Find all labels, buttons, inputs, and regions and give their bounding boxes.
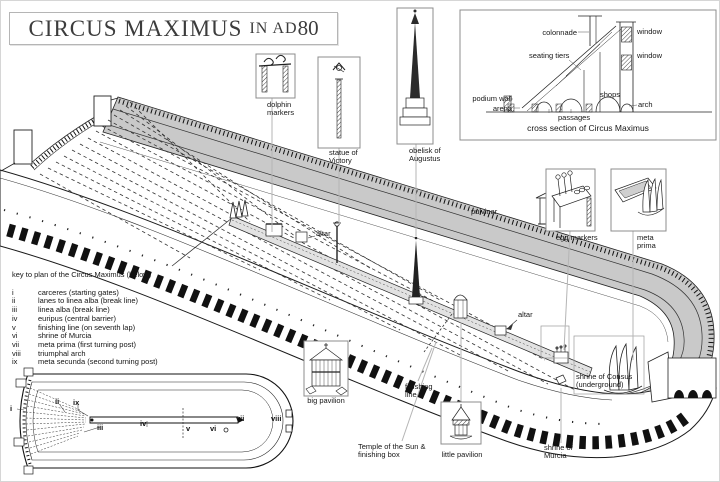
label-podium-wall: podium wall bbox=[472, 94, 512, 103]
key-item: vi shrine of Murcia bbox=[12, 331, 92, 341]
plan-numeral-ii: ii bbox=[55, 397, 60, 406]
label-colonnade: colonnade bbox=[542, 28, 577, 37]
triumphal-arch-structure bbox=[648, 352, 716, 402]
label-altar-lower: altar bbox=[518, 310, 533, 319]
plan-numeral-iv: iv bbox=[140, 419, 147, 428]
label-meta-prima: meta prima bbox=[637, 233, 656, 251]
label-little-pavilion: little pavilion bbox=[441, 450, 483, 459]
egg-marker-frame bbox=[554, 345, 568, 363]
key-heading: key to plan of the Circus Maximus (below) bbox=[12, 270, 152, 279]
label-temple-of-the-sun: Temple of the Sun & finishing box bbox=[358, 442, 426, 460]
page-title-year: 80 bbox=[297, 16, 319, 40]
key-item: iii linea alba (break line) bbox=[12, 305, 110, 315]
label-egg-markers: egg markers bbox=[556, 233, 598, 242]
title-box bbox=[9, 12, 338, 45]
label-finishing-line: finishing line bbox=[405, 382, 433, 400]
label-passages: passages bbox=[558, 113, 591, 122]
label-window-upper: window bbox=[637, 27, 663, 36]
key-item: i carceres (starting gates) bbox=[12, 287, 119, 297]
key-item: v finishing line (on seventh lap) bbox=[12, 322, 136, 332]
label-seating-tiers: seating tiers bbox=[529, 51, 570, 60]
plan-numeral-ix: ix bbox=[73, 398, 80, 407]
statue-of-victory-column bbox=[333, 222, 341, 263]
label-window-lower: window bbox=[637, 51, 663, 60]
dolphin-marker-frame bbox=[266, 224, 282, 236]
label-obelisk-of-augustus: obelisk of Augustus bbox=[409, 146, 441, 164]
altar-upper-structure bbox=[296, 232, 307, 242]
shrine-of-murcia-marker bbox=[556, 375, 566, 384]
label-arena: arena bbox=[492, 104, 512, 113]
label-dolphin-markers: dolphin markers bbox=[267, 100, 295, 118]
key-item: ix meta secunda (second turning post) bbox=[12, 357, 158, 367]
key-item: viii triumphal arch bbox=[12, 348, 86, 358]
plan-numeral-viii: viii bbox=[271, 414, 282, 423]
label-arch: arch bbox=[638, 100, 653, 109]
key-item: iv euripus (central barrier) bbox=[12, 313, 116, 323]
plan-numeral-vi: vi bbox=[210, 424, 217, 433]
plan-numeral-vii: vii bbox=[236, 414, 245, 423]
label-shrine-of-murcia: shrine of Murcia bbox=[544, 443, 573, 461]
plan-numeral-v: v bbox=[186, 424, 191, 433]
page-title-suffix: IN AD bbox=[249, 19, 298, 37]
cross-section-caption: cross section of Circus Maximus bbox=[527, 123, 649, 133]
label-shrine-of-consus: shrine of Consus (underground) bbox=[576, 372, 633, 390]
key-block bbox=[12, 271, 158, 367]
label-big-pavilion: big pavilion bbox=[307, 396, 345, 405]
label-altar-upper: altar bbox=[316, 229, 331, 238]
label-shops: shops bbox=[600, 90, 621, 99]
plan-drawing bbox=[14, 368, 293, 474]
key-item: ii lanes to linea alba (break line) bbox=[12, 296, 139, 306]
label-statue-of-victory: statue of Victory bbox=[329, 148, 358, 166]
carceres-starting-gates bbox=[1, 96, 118, 171]
little-pavilion-structure bbox=[454, 295, 467, 318]
label-pulvinar: pulvinar bbox=[471, 207, 498, 216]
plan-numeral-i: i bbox=[10, 404, 13, 413]
page-title: CIRCUS MAXIMUS bbox=[28, 15, 243, 41]
meta-secunda-cones bbox=[230, 200, 248, 218]
plan-numeral-iii: iii bbox=[97, 423, 104, 432]
key-item: vii meta prima (first turning post) bbox=[12, 339, 136, 349]
altar-lower-structure bbox=[495, 326, 506, 335]
